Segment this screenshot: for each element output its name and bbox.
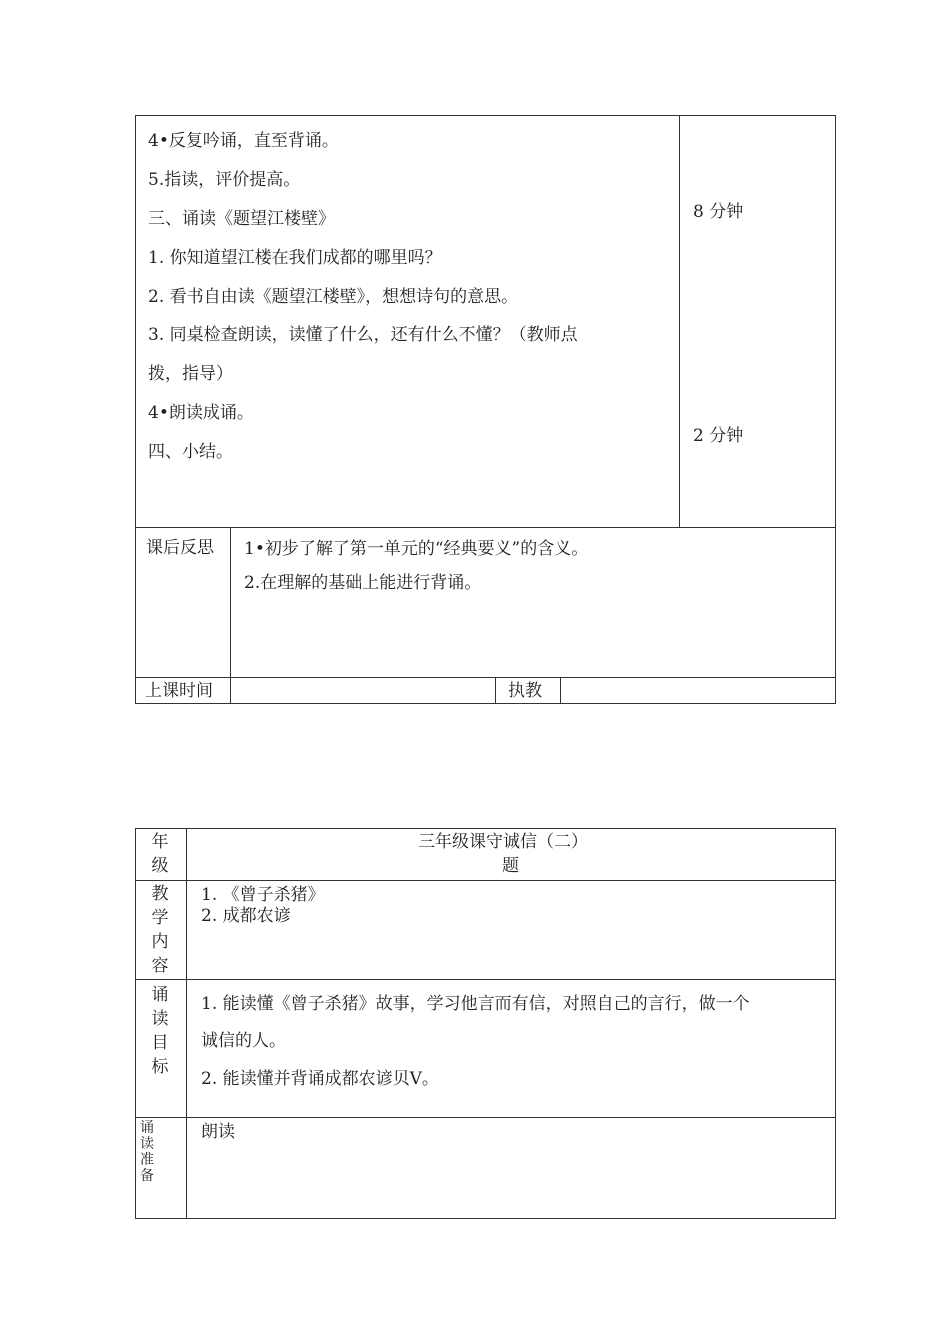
table1-divider-footer-a (495, 677, 496, 704)
time-allocation: 2 分钟 (693, 426, 744, 446)
table2-divider-label (186, 828, 187, 1219)
table2-row-divider (135, 979, 836, 980)
step-line: 四、小结。 (148, 442, 233, 462)
table2-row-divider (135, 880, 836, 881)
step-line: 5.指读，评价提高。 (148, 170, 301, 190)
reflection-label: 课后反思 (146, 538, 214, 558)
step-line: 三、诵读《题望江楼壁》 (148, 209, 335, 229)
table2-row-divider (135, 1117, 836, 1118)
step-line: 3. 同桌检查朗读，读懂了什么，还有什么不懂？（教师点 (148, 325, 578, 345)
reflection-line: 1•初步了解了第一单元的“经典要义”的含义。 (244, 539, 589, 559)
step-line: 4•朗读成诵。 (148, 403, 254, 423)
step-line: 4•反复吟诵，直至背诵。 (148, 131, 339, 151)
prep-label: 诵读准备 (140, 1120, 154, 1184)
teacher-value[interactable] (566, 681, 830, 701)
grade-label: 年级 (151, 832, 169, 876)
class-time-label: 上课时间 (145, 681, 213, 701)
goal-line: 诚信的人。 (201, 1031, 286, 1051)
step-line: 2. 看书自由读《题望江楼壁》，想想诗句的意思。 (148, 287, 519, 307)
table1-divider-reflection (135, 527, 836, 528)
content-label: 教学内容 (151, 884, 169, 976)
class-time-value[interactable] (236, 681, 490, 701)
goal-line: 1. 能读懂《曾子杀猪》故事，学习他言而有信，对照自己的言行，做一个 (201, 994, 750, 1014)
content-item: 2. 成都农谚 (201, 906, 291, 926)
step-line: 1. 你知道望江楼在我们成都的哪里吗？ (148, 248, 442, 268)
reflection-line: 2.在理解的基础上能进行背诵。 (244, 573, 482, 593)
prep-value: 朗读 (201, 1122, 235, 1142)
table1-divider-label (230, 527, 231, 704)
lesson-title-suffix: 题 (502, 856, 519, 876)
time-allocation: 8 分钟 (693, 202, 744, 222)
step-line: 拨，指导） (148, 364, 233, 384)
table1-divider-footer-b (560, 677, 561, 704)
table1-divider-time (679, 115, 680, 528)
table1-divider-footer (135, 677, 836, 678)
lesson-title: 三年级课守诚信（二） (418, 832, 588, 852)
teacher-label: 执教 (508, 681, 542, 701)
content-item: 1. 《曾子杀猪》 (201, 885, 325, 905)
goal-line: 2. 能读懂并背诵成都农谚贝V。 (201, 1069, 439, 1089)
goal-label: 诵读目标 (151, 985, 169, 1077)
